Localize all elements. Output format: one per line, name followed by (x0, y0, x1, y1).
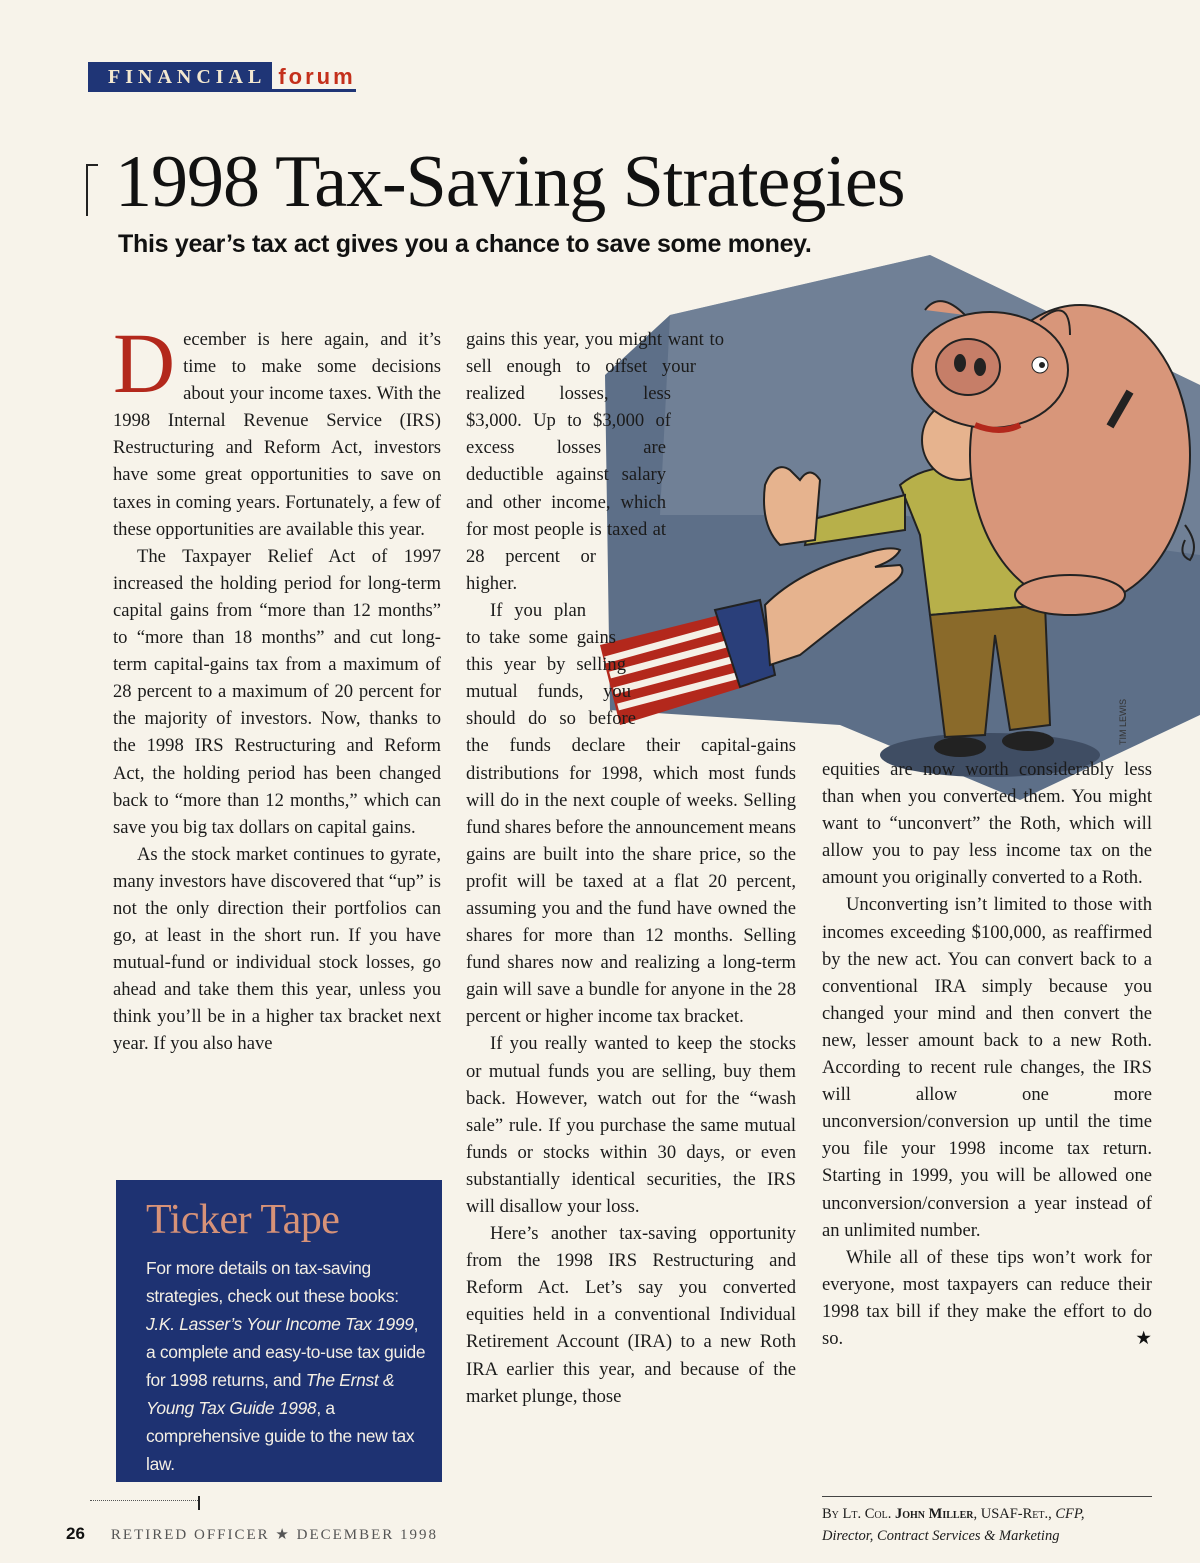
page-number: 26 (66, 1524, 85, 1543)
ticker-text: , a complete and easy-to-use tax guide for 1998 returns, and (146, 1314, 426, 1390)
illustration-credit: TIM LEWIS (1118, 698, 1128, 745)
paragraph: As the stock market continues to gyrate, many investors have discovered that “up” is not the only direction their portfolios can go, at least in the short run. If you have mutual-fund or individual stock losses, go ahead and take them this year, unless you think you’ll be in a higher tax bracket next year. If you also have (113, 843, 441, 1055)
book-title: J.K. Lasser’s Your Income Tax 1999 (146, 1314, 414, 1334)
byline (822, 1496, 1152, 1547)
paragraph (113, 315, 441, 543)
ticker-title: Ticker Tape (146, 1197, 340, 1243)
subsection-label: forum (272, 62, 355, 92)
footer-rule-end (198, 1496, 200, 1510)
publication-line: RETIRED OFFICER ★ DECEMBER 1998 (110, 1527, 439, 1543)
byline-prefix: By Lt. Col. (822, 1506, 895, 1522)
paragraph: gains this year, you might want to sell enough to offset your realized losses, less $3,000. Up to $3,000 of excess losses are deductible against salary and other income, which for most people is taxed at 28 percent or higher. (466, 329, 724, 594)
ticker-tape-box (116, 1180, 442, 1482)
section-header (88, 62, 356, 92)
paragraph-text: While all of these tips won’t work for everyone, most taxpayers can reduce their 1998 tax bill if they make the effort to do so. (822, 1246, 1152, 1349)
drop-cap: D (113, 315, 176, 411)
paragraph-text: ecember is here again, and it’s time to make some decisions about your income taxes. With the 1998 Internal Revenue Service (IRS) Restructuring and Reform Act, investors have some great opportunities to save on taxes in coming years. Fortunately, a few of these opportunities are available this year. (113, 329, 441, 540)
author-role: Director, Contract Services & Marketing (822, 1528, 1060, 1544)
book-title: The Ernst & Young Tax Guide 1998 (146, 1370, 395, 1418)
ticker-text: For more details on tax-saving strategies, check out these books: (146, 1258, 399, 1306)
article-title: 1998 Tax-Saving Strategies (115, 141, 905, 223)
author-name: John Miller (895, 1506, 974, 1522)
section-label: FINANCIAL (88, 62, 272, 92)
end-mark-star-icon: ★ (1135, 1327, 1152, 1349)
title-bracket (86, 164, 98, 216)
pig-snout (936, 339, 1000, 395)
paragraph: The Taxpayer Relief Act of 1997 increased the holding period for long-term capital gains from “more than 12 months” to “more than 18 months” and cut long-term capital-gains tax from a maximum of 28 percent to a maximum of 20 percent for the majority of investors. Now, thanks to the 1998 IRS Restructuring and Reform Act, the holding period has been changed back to “more than 12 months,” which can save you big tax dollars on capital gains. (113, 545, 441, 838)
article-column-2 (466, 326, 796, 1410)
paragraph (822, 1244, 1152, 1352)
author-credential: CFP, (1055, 1506, 1085, 1522)
article-subtitle: This year’s tax act gives you a chance to save some money. (118, 230, 812, 258)
page-footer (66, 1524, 438, 1544)
ticker-text: , a comprehensive guide to the new tax law. (146, 1398, 415, 1474)
paragraph: If you really wanted to keep the stocks or mutual funds you are selling, buy them back. However, watch out for the “wash sale” rule. If you purchase the same mutual funds or stocks within 30 days, or even substantially identical securities, the IRS will disallow your loss. (466, 1033, 796, 1217)
author-rank: , USAF-Ret., (973, 1506, 1056, 1522)
paragraph: Here’s another tax-saving opportunity from the 1998 IRS Restructuring and Reform Act. Let’s say you converted equities held in a conventional Individual Retirement Account (IRA) to a new Roth IRA earlier this year, and because of the market plunge, those (466, 1223, 796, 1407)
footer-rule (90, 1500, 200, 1501)
paragraph: equities are now worth considerably less than when you converted them. You might want to “unconvert” the Roth, which will allow you to pay less income tax on the amount you originally converted to a Roth. (822, 759, 1152, 889)
ticker-body (146, 1254, 428, 1478)
paragraph: If you plan to take some gains this year by selling mutual funds, you should do so before the funds declare their capital-gains distributions for 1998, which most funds will do in the next couple of weeks. Selling fund shares before the announcement means gains are built into the share price, so the profit will be taxed at a flat 20 percent, assuming you and the fund have owned the shares for more than 12 months. Selling fund shares now and realizing a long-term gain will save a bundle for anyone in the 28 percent or higher income tax bracket. (466, 599, 796, 1028)
article-column-1 (113, 315, 441, 1058)
article-column-3 (822, 756, 1152, 1352)
paragraph: Unconverting isn’t limited to those with incomes exceeding $100,000, as reaffirmed by the new act. You can convert back to a conventional IRA simply because you changed your mind and then convert the new, lesser amount back to a new Roth. According to recent rule changes, the IRS will allow one more unconversion/conversion up until the time you file your 1998 income tax return. Starting in 1999, you will be allowed one unconversion/conversion a year instead of an unlimited number. (822, 894, 1152, 1241)
